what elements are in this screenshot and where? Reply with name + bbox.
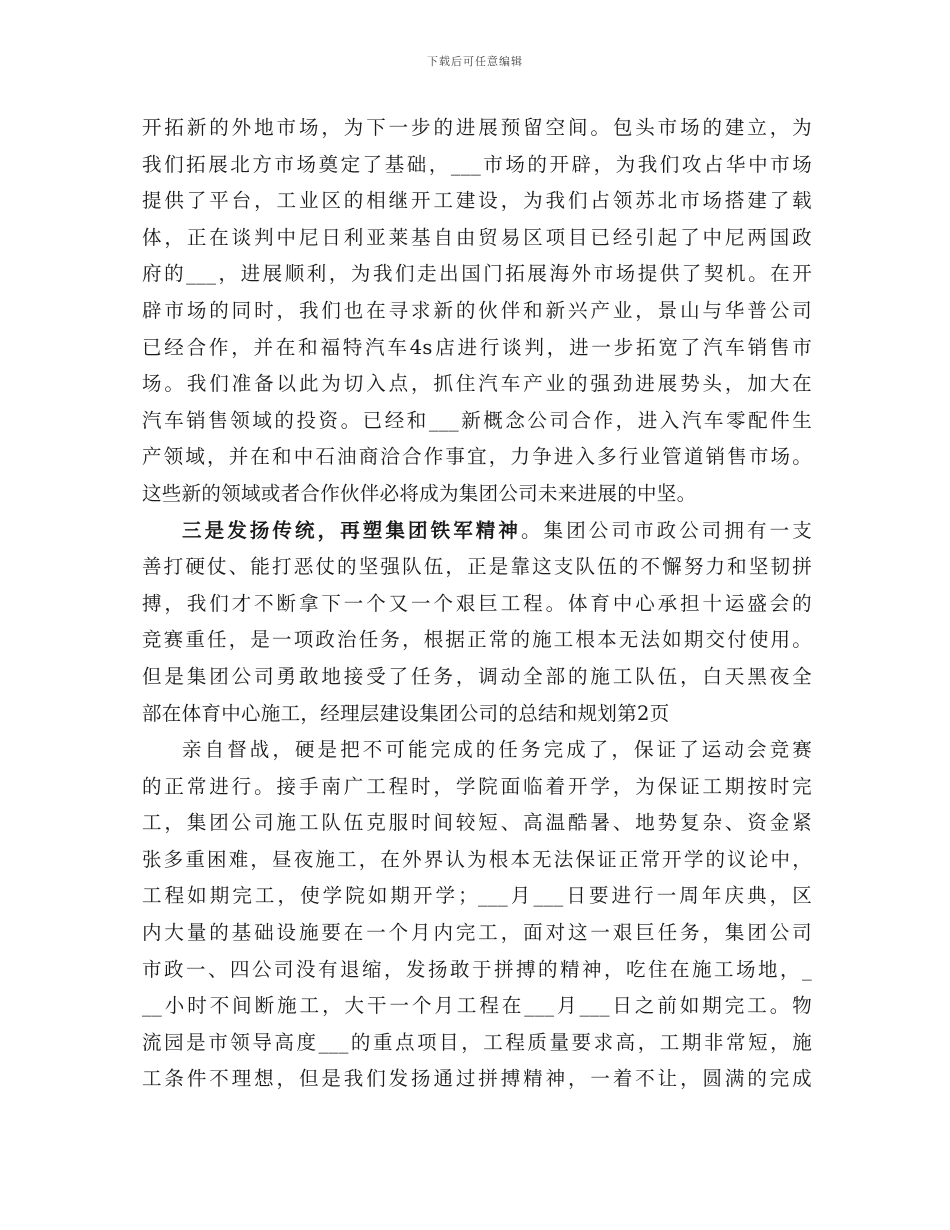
text-line: 工条件不理想，但是我们发扬通过拼搏精神，一着不让，圆满的完成	[142, 1067, 812, 1091]
text-line: 搏，我们才不断拿下一个又一个艰巨工程。体育中心承担十运盛会的	[142, 591, 812, 615]
text-line: 部在体育中心施工，经理层建设集团公司的总结和规划第2页	[142, 701, 670, 725]
text-line: 这些新的领域或者合作伙伴必将成为集团公司未来进展的中坚。	[142, 481, 697, 505]
text-line: 产领域，并在和中石油商洽合作事宜，力争进入多行业管道销售市场。	[142, 445, 812, 469]
text-line: 的正常进行。接手南广工程时，学院面临着开学，为保证工期按时完	[142, 774, 812, 798]
text-line: 我们拓展北方市场奠定了基础，___市场的开辟，为我们攻占华中市场	[142, 152, 812, 176]
paragraph-first-line: 亲自督战，硬是把不可能完成的任务完成了，保证了运动会竞赛	[182, 738, 812, 762]
text-line: 内大量的基础设施要在一个月内完工，面对这一艰巨任务，集团公司	[142, 921, 812, 945]
text-span: 。集团公司市政公司拥有一支	[521, 518, 812, 542]
text-line: __小时不间断施工，大干一个月工程在___月___日之前如期完工。物	[142, 994, 812, 1018]
text-line: 张多重困难，昼夜施工，在外界认为根本无法保证正常开学的议论中，	[142, 847, 812, 871]
text-line: 流园是市领导高度___的重点项目，工程质量要求高，工期非常短，施	[142, 1030, 812, 1054]
text-line: 辟市场的同时，我们也在寻求新的伙伴和新兴产业，景山与华普公司	[142, 298, 812, 322]
text-line: 工，集团公司施工队伍克服时间较短、高温酷暑、地势复杂、资金紧	[142, 811, 812, 835]
text-line: 竞赛重任，是一项政治任务，根据正常的施工根本无法如期交付使用。	[142, 628, 812, 652]
text-line: 善打硬仗、能打恶仗的坚强队伍，正是靠这支队伍的不懈努力和坚韧拼	[142, 555, 812, 579]
text-line: 场。我们准备以此为切入点，抓住汽车产业的强劲进展势头，加大在	[142, 372, 812, 396]
paragraph-first-line	[142, 513, 812, 550]
text-line: 已经合作，并在和福特汽车4s店进行谈判，进一步拓宽了汽车销售市	[142, 335, 812, 359]
text-line: 提供了平台，工业区的相继开工建设，为我们占领苏北市场搭建了载	[142, 189, 812, 213]
document-body	[142, 110, 812, 1098]
section-heading: 三是发扬传统，再塑集团铁军精神	[182, 518, 521, 542]
page-header: 下载后可任意编辑	[427, 55, 523, 68]
text-line: 体，正在谈判中尼日利亚莱基自由贸易区项目已经引起了中尼两国政	[142, 225, 812, 249]
text-line: 府的___，进展顺利，为我们走出国门拓展海外市场提供了契机。在开	[142, 262, 812, 286]
text-line: 开拓新的外地市场，为下一步的进展预留空间。包头市场的建立，为	[142, 116, 812, 139]
text-line: 但是集团公司勇敢地接受了任务，调动全部的施工队伍，白天黑夜全	[142, 664, 812, 688]
text-line: 工程如期完工，使学院如期开学；___月___日要进行一周年庆典，区	[142, 884, 812, 908]
text-line: 汽车销售领域的投资。已经和___新概念公司合作，进入汽车零配件生	[142, 408, 812, 432]
text-line: 市政一、四公司没有退缩，发扬敢于拼搏的精神，吃住在施工场地，_	[142, 957, 812, 981]
